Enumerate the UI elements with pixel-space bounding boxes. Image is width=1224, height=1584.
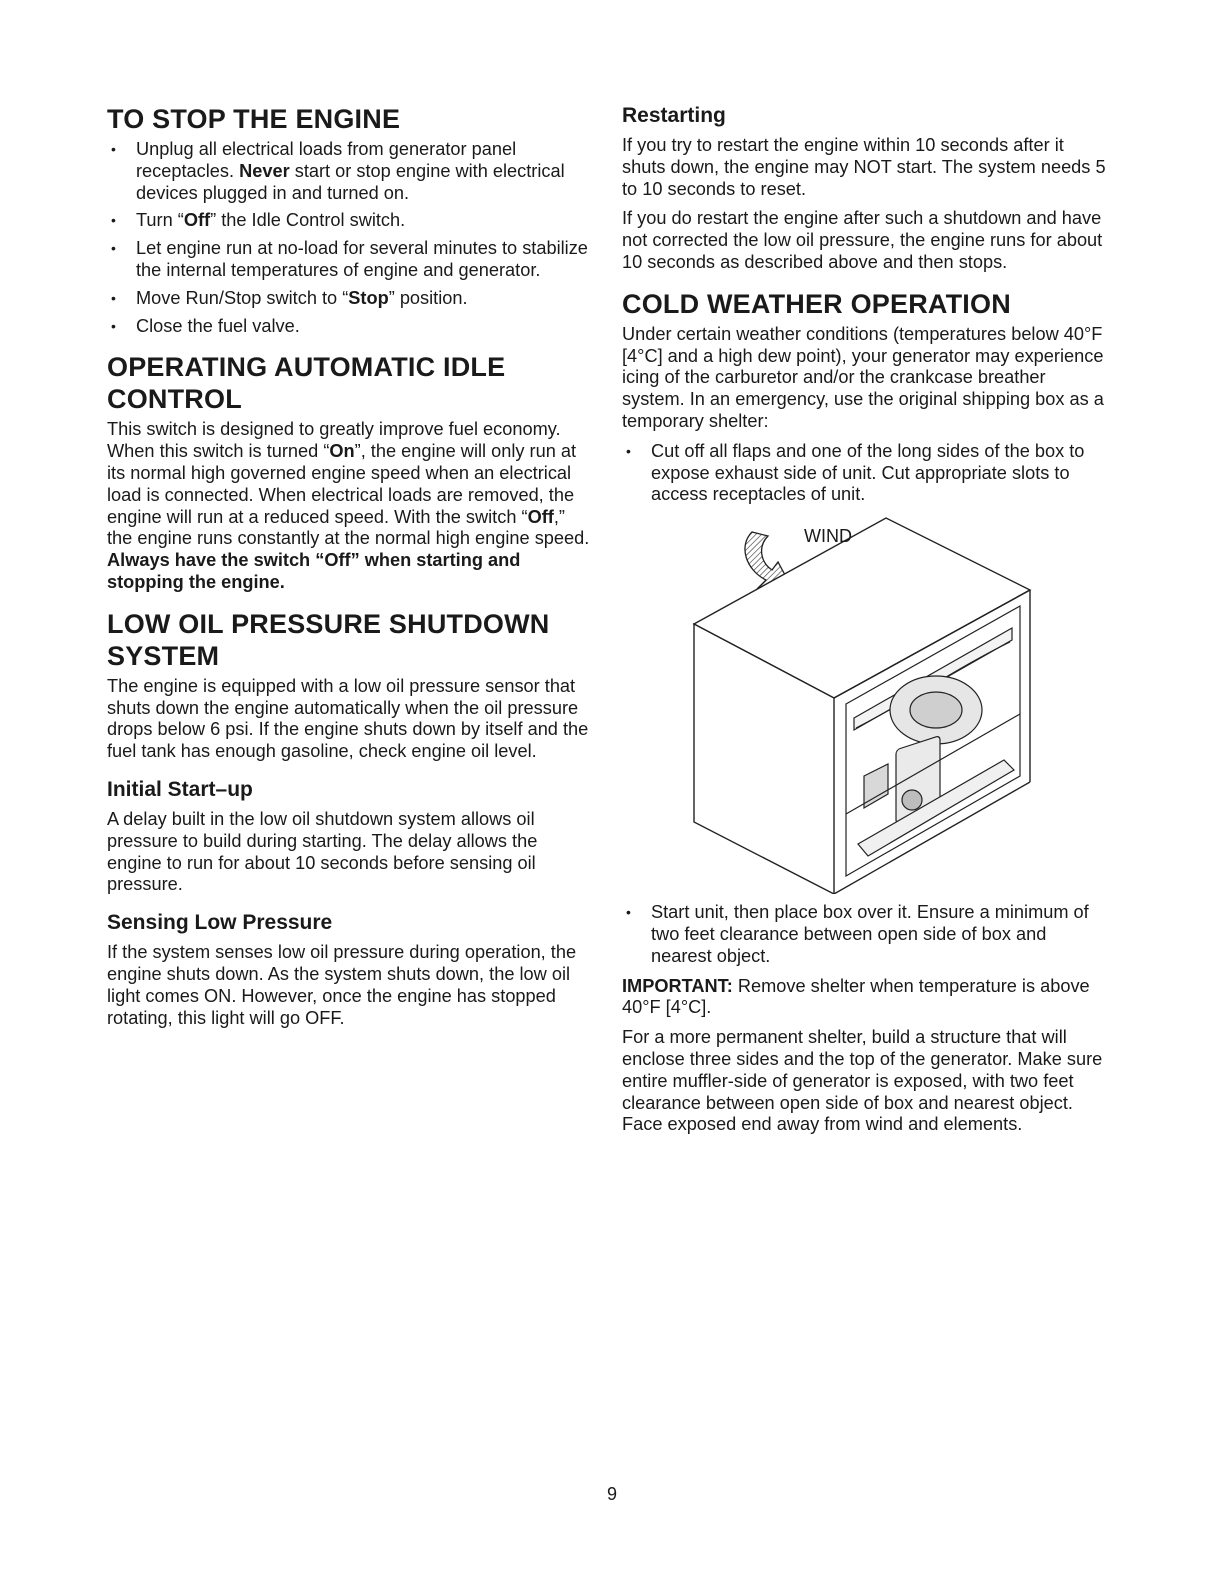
important-note: IMPORTANT: Remove shelter when temperature is above 40°F [4°C]. bbox=[622, 975, 1090, 1018]
idle-control-body: This switch is designed to greatly improve fuel economy. When this switch is turned “On”, the engine will only run at its normal high governed engine speed when an electrical load is connected. When electrical loads are removed, the engine will run at a reduced speed. With the switch “Off,” the engine runs constantly at the normal high engine speed. Always have the switch “Off” when starting and stopping the engine. bbox=[107, 419, 590, 592]
list-item: • Start unit, then place box over it. Ensure a minimum of two feet clearance between open side of box and nearest object. bbox=[622, 902, 1112, 967]
wind-label: WIND bbox=[804, 526, 852, 547]
restarting-p2: If you do restart the engine after such a shutdown and have not corrected the low oil pressure, the engine runs for about 10 seconds as described above and then stops. bbox=[622, 208, 1103, 272]
list-item: • Unplug all electrical loads from generator panel receptacles. Never start or stop engine with electrical devices plugged in and turned on. bbox=[107, 139, 592, 204]
list-item: • Move Run/Stop switch to “Stop” position. bbox=[107, 288, 592, 310]
cold-weather-list-2 bbox=[622, 902, 1112, 967]
generator-in-box-illustration bbox=[674, 514, 1094, 894]
shelter-figure bbox=[674, 514, 1094, 894]
sensing-body: If the system senses low oil pressure during operation, the engine shuts down. As the system shuts down, the low oil light comes ON. However, once the engine has stopped rotating, this light will go OFF. bbox=[107, 942, 577, 1028]
cold-weather-list-1 bbox=[622, 441, 1112, 506]
heading-idle-control: OPERATING AUTOMATIC IDLE CONTROL bbox=[107, 352, 506, 415]
right-column bbox=[622, 103, 1112, 1144]
low-oil-body: The engine is equipped with a low oil pressure sensor that shuts down the engine automatically when the oil pressure drops below 6 psi. If the engine shuts down by itself and the fuel tank has enough gasoline, check engine oil level. bbox=[107, 675, 589, 762]
heading-low-oil: LOW OIL PRESSURE SHUTDOWN SYSTEM bbox=[107, 608, 550, 671]
page-number: 9 bbox=[606, 1484, 617, 1504]
heading-restarting: Restarting bbox=[622, 104, 726, 127]
list-item: • Let engine run at no-load for several minutes to stabilize the internal temperatures of engine and generator. bbox=[107, 238, 592, 282]
list-item: • Cut off all flaps and one of the long sides of the box to expose exhaust side of unit. Cut appropriate slots to access receptacles of unit. bbox=[622, 441, 1112, 506]
heading-sensing-low-pressure: Sensing Low Pressure bbox=[107, 911, 333, 935]
list-item: • Turn “Off” the Idle Control switch. bbox=[107, 210, 592, 232]
heading-stop-engine: TO STOP THE ENGINE bbox=[107, 104, 401, 134]
initial-startup-body: A delay built in the low oil shutdown system allows oil pressure to build during starting. The delay allows the engine to run for about 10 seconds before sensing oil pressure. bbox=[107, 808, 538, 895]
list-item: • Close the fuel valve. bbox=[107, 316, 592, 338]
left-column bbox=[107, 103, 592, 1037]
heading-cold-weather: COLD WEATHER OPERATION bbox=[622, 288, 1011, 319]
heading-initial-startup: Initial Start–up bbox=[107, 777, 253, 801]
cold-weather-intro: Under certain weather conditions (temperatures below 40°F [4°C] and a high dew point), your generator may experience icing of the carburetor and/or the crankcase breather system. In an emergency, use the original shipping box as a temporary shelter: bbox=[622, 323, 1104, 431]
restarting-p1: If you try to restart the engine within 10 seconds after it shuts down, the engine may NOT start. The system needs 5 to 10 seconds to reset. bbox=[622, 135, 1106, 199]
stop-engine-list bbox=[107, 139, 592, 337]
permanent-shelter-body: For a more permanent shelter, build a structure that will enclose three sides and the top of the generator. Make sure entire muffler-side of generator is exposed, with two feet clearance between open side of box and nearest object. Face exposed end away from wind and elements. bbox=[622, 1027, 1103, 1135]
